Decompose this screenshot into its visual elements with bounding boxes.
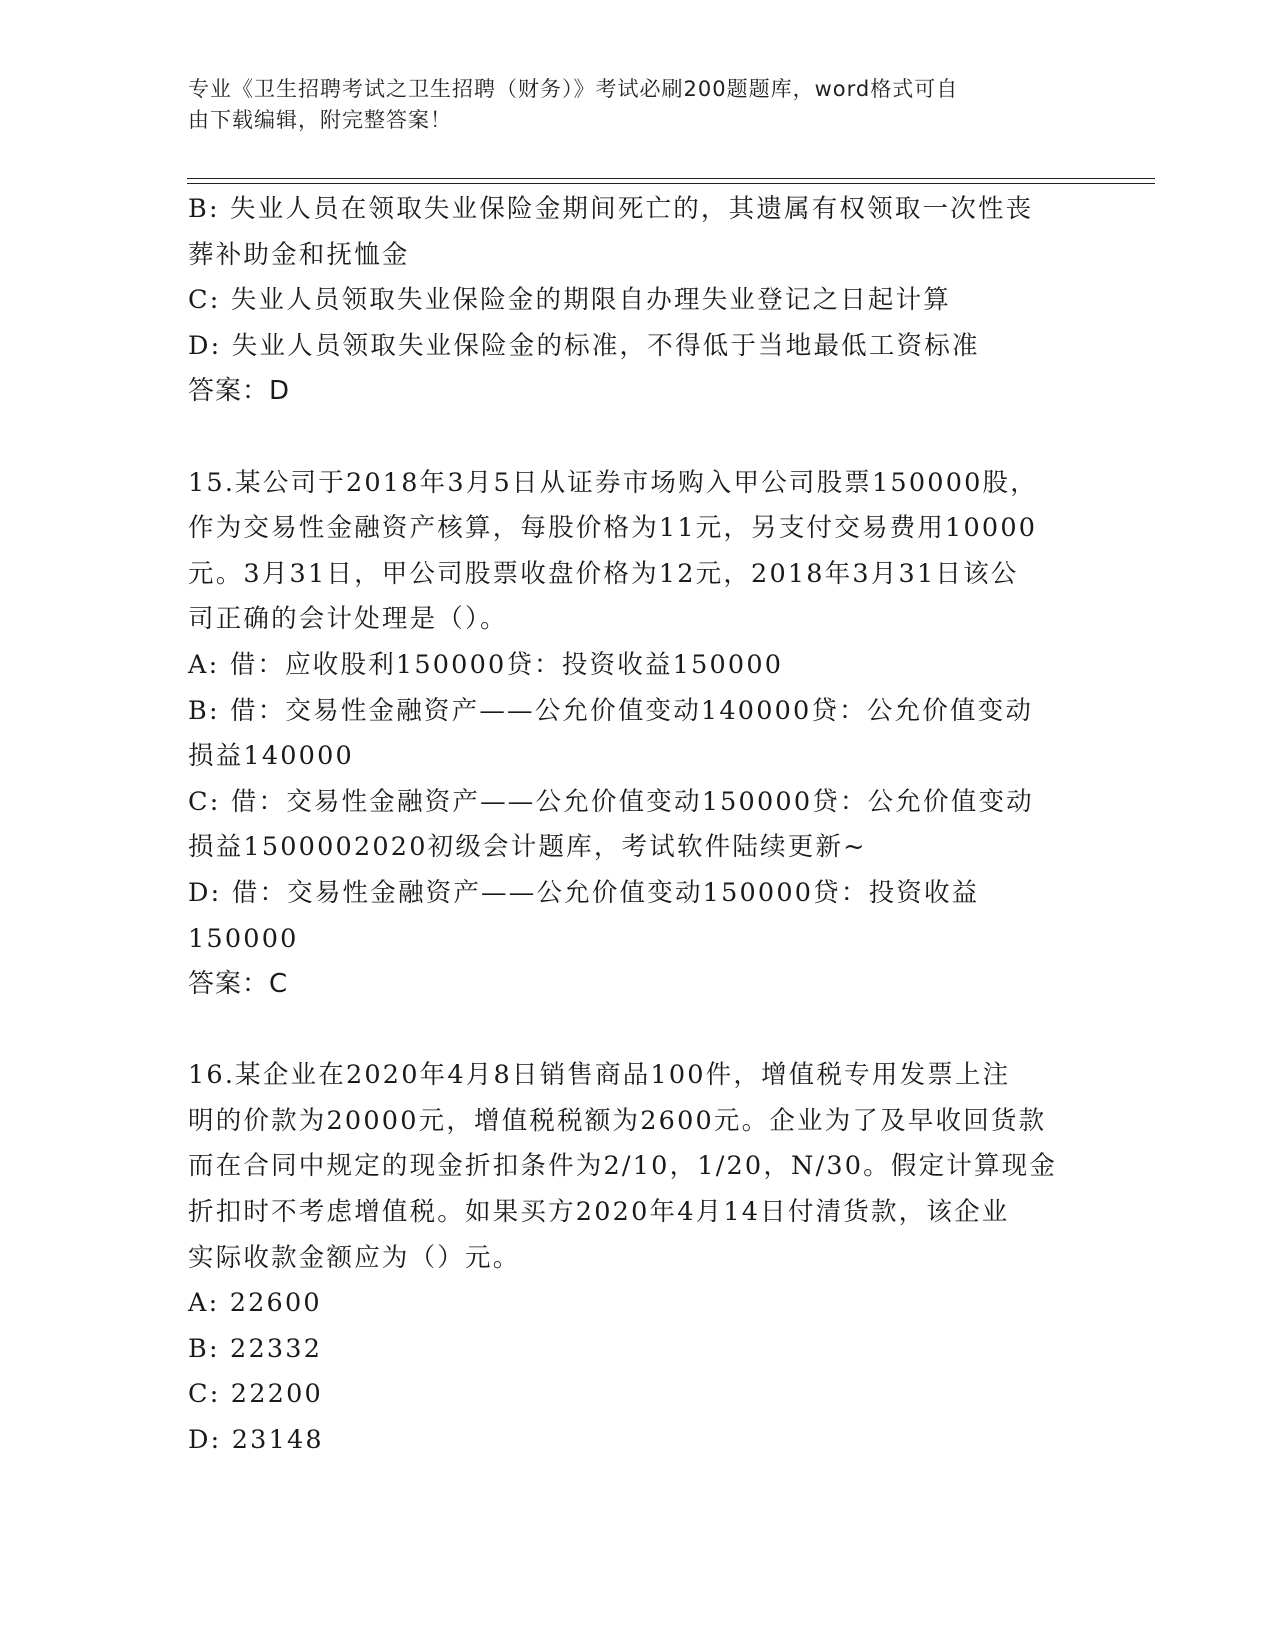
q16-stem-line-1: 16.某企业在2020年4月8日销售商品100件，增值税专用发票上注 (188, 1060, 1011, 1091)
q15-stem-line-3: 元。3月31日，甲公司股票收盘价格为12元，2018年3月31日该公 (188, 558, 1019, 589)
spacer (188, 415, 1088, 461)
header-line-2: 由下载编辑，附完整答案！ (188, 108, 452, 132)
q14-answer: 答案：D (188, 376, 291, 407)
q15-stem-line-1: 15.某公司于2018年3月5日从证券市场购入甲公司股票150000股， (188, 467, 1038, 498)
q16-stem-line-4: 折扣时不考虑增值税。如果买方2020年4月14日付清货款，该企业 (188, 1197, 1010, 1228)
document-body (188, 187, 1088, 1464)
q14-option-d: D: 失业人员领取失业保险金的标准，不得低于当地最低工资标准 (188, 330, 980, 361)
page-header (188, 74, 1088, 136)
q15-answer: 答案：C (188, 969, 289, 1000)
q15-option-d-line-2: 150000 (188, 923, 299, 954)
q15-option-b-line-2: 损益140000 (188, 741, 354, 772)
q16-option-a: A: 22600 (188, 1288, 322, 1319)
q16-stem-line-2: 明的价款为20000元，增值税税额为2600元。企业为了及早收回货款 (188, 1105, 1047, 1136)
q15-option-d-line-1: D: 借：交易性金融资产——公允价值变动150000贷：投资收益 (188, 877, 980, 908)
q15-stem-line-4: 司正确的会计处理是（）。 (188, 604, 508, 635)
header-line-1: 专业《卫生招聘考试之卫生招聘（财务）》考试必刷200题题库，word格式可自 (188, 77, 959, 101)
q15-stem-line-2: 作为交易性金融资产核算，每股价格为11元，另支付交易费用10000 (188, 513, 1038, 544)
q16-option-b: B: 22332 (188, 1333, 323, 1364)
spacer (188, 1008, 1088, 1054)
q14-option-c: C: 失业人员领取失业保险金的期限自办理失业登记之日起计算 (188, 285, 952, 316)
q16-stem-line-3: 而在合同中规定的现金折扣条件为2/10，1/20，N/30。假定计算现金 (188, 1151, 1058, 1182)
q16-option-c: C: 22200 (188, 1379, 323, 1410)
header-divider (187, 178, 1155, 184)
question-16 (188, 1053, 1088, 1463)
q14-option-b-line-1: B: 失业人员在领取失业保险金期间死亡的，其遗属有权领取一次性丧 (188, 194, 1034, 224)
q15-option-a: A: 借：应收股利150000贷：投资收益150000 (188, 649, 784, 680)
question-14-remainder (188, 187, 1088, 415)
question-15 (188, 461, 1088, 1008)
q15-option-c-line-2: 损益1500002020初级会计题库，考试软件陆续更新~ (188, 832, 867, 863)
q15-option-b-line-1: B: 借：交易性金融资产——公允价值变动140000贷：公允价值变动 (188, 695, 1034, 726)
q16-option-d: D: 23148 (188, 1425, 324, 1456)
q15-option-c-line-1: C: 借：交易性金融资产——公允价值变动150000贷：公允价值变动 (188, 786, 1034, 817)
q14-option-b-line-2: 葬补助金和抚恤金 (188, 239, 410, 270)
q16-stem-line-5: 实际收款金额应为（）元。 (188, 1242, 521, 1273)
